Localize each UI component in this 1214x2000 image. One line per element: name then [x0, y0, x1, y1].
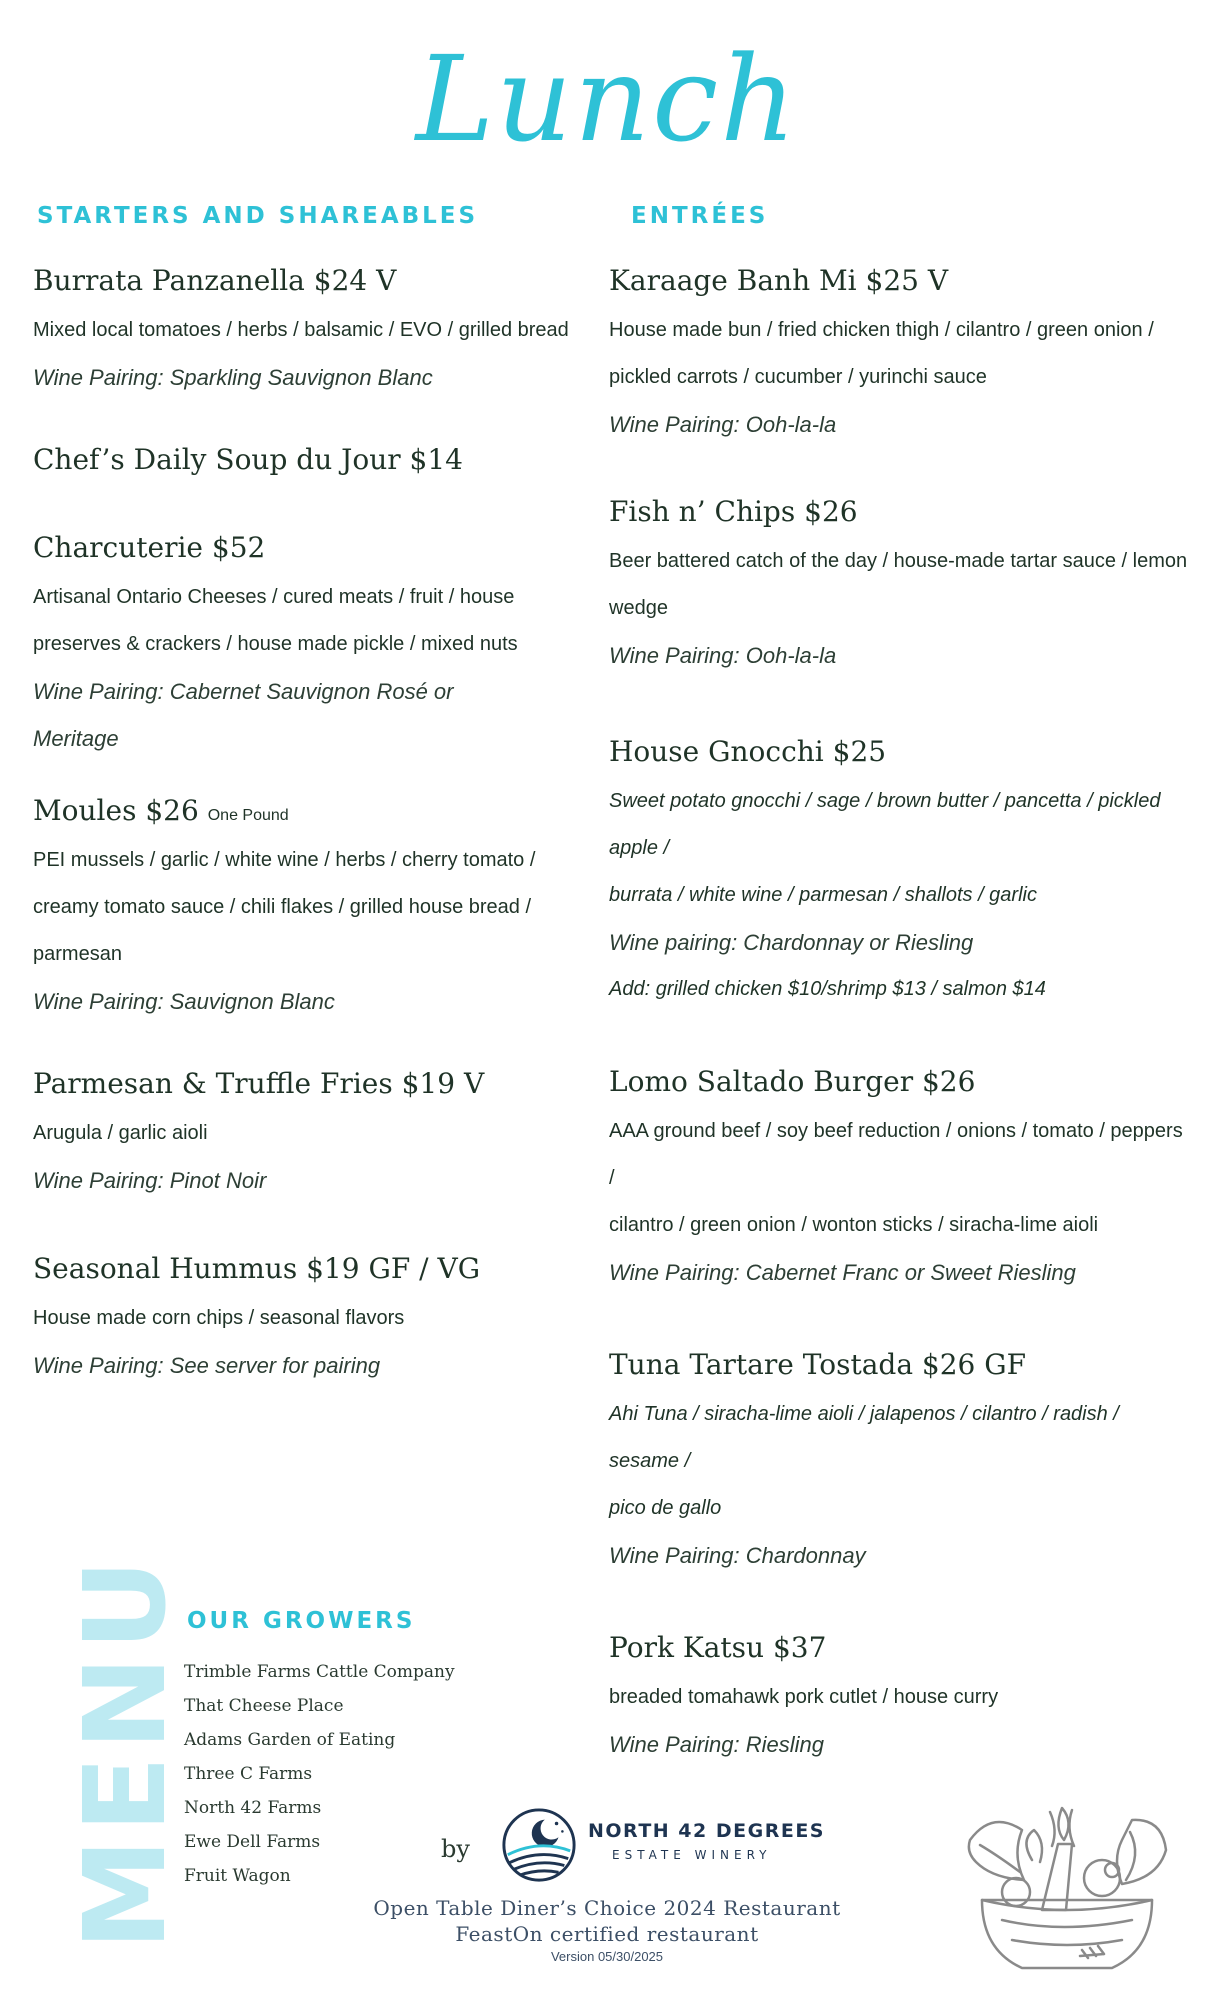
item-title: Burrata Panzanella $24 V	[33, 264, 397, 297]
item-description: House made bun / fried chicken thigh / cilantro / green onion /	[609, 319, 1154, 341]
wine-pairing: Wine Pairing: Sparkling Sauvignon Blanc	[33, 365, 433, 390]
menu-item	[609, 1622, 1189, 1768]
item-description: breaded tomahawk pork cutlet / house curry	[609, 1686, 999, 1708]
menu-item	[609, 486, 1189, 679]
item-title: Pork Katsu $37	[609, 1631, 827, 1664]
menu-item	[609, 1056, 1189, 1296]
wine-pairing: Wine pairing: Chardonnay or Riesling	[609, 930, 974, 955]
item-description: Beer battered catch of the day / house-made tartar sauce / lemon	[609, 550, 1188, 572]
item-description: Sweet potato gnocchi / sage / brown butter / pancetta / pickled apple /	[609, 790, 1161, 859]
starters-heading: STARTERS AND SHAREABLES	[37, 203, 479, 229]
winery-logo-icon	[500, 1806, 578, 1884]
grower-item: Fruit Wagon	[184, 1866, 291, 1886]
menu-item	[33, 785, 593, 1025]
wine-pairing: Wine Pairing: Riesling	[609, 1732, 825, 1757]
wine-pairing: Wine Pairing: Ooh-la-la	[609, 412, 837, 437]
grower-item: Three C Farms	[184, 1764, 313, 1784]
item-description: House made corn chips / seasonal flavors	[33, 1307, 405, 1329]
vegetable-basket-icon	[962, 1800, 1172, 1980]
menu-item	[33, 255, 593, 401]
item-title-text: Moules $26	[33, 794, 199, 827]
item-title	[33, 785, 593, 837]
growers-list	[184, 1655, 455, 1893]
certified-line: FeastOn certified restaurant	[455, 1922, 759, 1946]
item-description: pickled carrots / cucumber / yurinchi sauce	[609, 366, 987, 388]
award-line: Open Table Diner’s Choice 2024 Restaurant	[373, 1896, 841, 1920]
menu-item	[33, 434, 593, 486]
item-description: burrata / white wine / parmesan / shallots / garlic	[609, 884, 1037, 906]
wine-pairing: Wine Pairing: Chardonnay	[609, 1543, 866, 1568]
wine-pairing: Wine Pairing: See server for pairing	[33, 1353, 381, 1378]
item-title: House Gnocchi $25	[609, 735, 887, 768]
vertical-menu-label: MENU	[61, 1553, 191, 1950]
item-title: Seasonal Hummus $19 GF / VG	[33, 1252, 481, 1285]
menu-item	[33, 522, 593, 762]
item-description: parmesan	[33, 943, 122, 965]
item-description: pico de gallo	[609, 1497, 722, 1519]
winery-subtitle: ESTATE WINERY	[612, 1848, 772, 1862]
wine-pairing: Wine Pairing: Cabernet Sauvignon Rosé or	[33, 679, 454, 704]
item-title: Chef’s Daily Soup du Jour $14	[33, 443, 463, 476]
item-addons: Add: grilled chicken $10/shrimp $13 / salmon $14	[609, 978, 1046, 1000]
wine-pairing: Wine Pairing: Pinot Noir	[33, 1168, 267, 1193]
menu-item	[609, 1339, 1189, 1579]
item-description: preserves & crackers / house made pickle / mixed nuts	[33, 633, 518, 655]
entrees-heading: ENTRÉES	[631, 203, 769, 229]
item-description: Ahi Tuna / siracha-lime aioli / jalapenos / cilantro / radish / sesame /	[609, 1403, 1119, 1472]
grower-item: North 42 Farms	[184, 1798, 322, 1818]
wine-pairing: Wine Pairing: Ooh-la-la	[609, 643, 837, 668]
by-label: by	[441, 1835, 470, 1863]
starters-column	[33, 255, 593, 1389]
growers-heading: OUR GROWERS	[187, 1608, 416, 1634]
item-description: creamy tomato sauce / chili flakes / grilled house bread /	[33, 896, 532, 918]
entrees-column	[609, 255, 1189, 1768]
item-description: AAA ground beef / soy beef reduction / onions / tomato / peppers /	[609, 1120, 1183, 1189]
menu-item	[33, 1243, 593, 1389]
wine-pairing: Wine Pairing: Cabernet Franc or Sweet Riesling	[609, 1260, 1076, 1285]
item-description: cilantro / green onion / wonton sticks / siracha-lime aioli	[609, 1214, 1099, 1236]
item-title-note: One Pound	[207, 807, 289, 824]
grower-item: Ewe Dell Farms	[184, 1832, 321, 1852]
menu-item	[609, 255, 1189, 448]
item-description: wedge	[609, 597, 668, 619]
page-title: Lunch	[415, 30, 799, 168]
grower-item: Adams Garden of Eating	[184, 1730, 396, 1750]
item-title: Parmesan & Truffle Fries $19 V	[33, 1067, 485, 1100]
menu-item	[609, 726, 1189, 1013]
item-title: Tuna Tartare Tostada $26 GF	[609, 1348, 1027, 1381]
wine-pairing: Meritage	[33, 726, 119, 751]
version-label: Version 05/30/2025	[550, 1949, 664, 1964]
item-title: Charcuterie $52	[33, 531, 266, 564]
item-title: Fish n’ Chips $26	[609, 495, 858, 528]
winery-name: NORTH 42 DEGREES	[588, 1820, 825, 1842]
item-description: Mixed local tomatoes / herbs / balsamic / EVO / grilled bread	[33, 319, 569, 341]
item-title: Karaage Banh Mi $25 V	[609, 264, 949, 297]
item-description: Arugula / garlic aioli	[33, 1122, 208, 1144]
wine-pairing: Wine Pairing: Sauvignon Blanc	[33, 989, 335, 1014]
grower-item: That Cheese Place	[184, 1696, 344, 1716]
item-title: Lomo Saltado Burger $26	[609, 1065, 976, 1098]
item-description: PEI mussels / garlic / white wine / herbs / cherry tomato /	[33, 849, 536, 871]
item-description: Artisanal Ontario Cheeses / cured meats / fruit / house	[33, 586, 515, 608]
grower-item: Trimble Farms Cattle Company	[184, 1662, 455, 1682]
menu-item	[33, 1058, 593, 1204]
